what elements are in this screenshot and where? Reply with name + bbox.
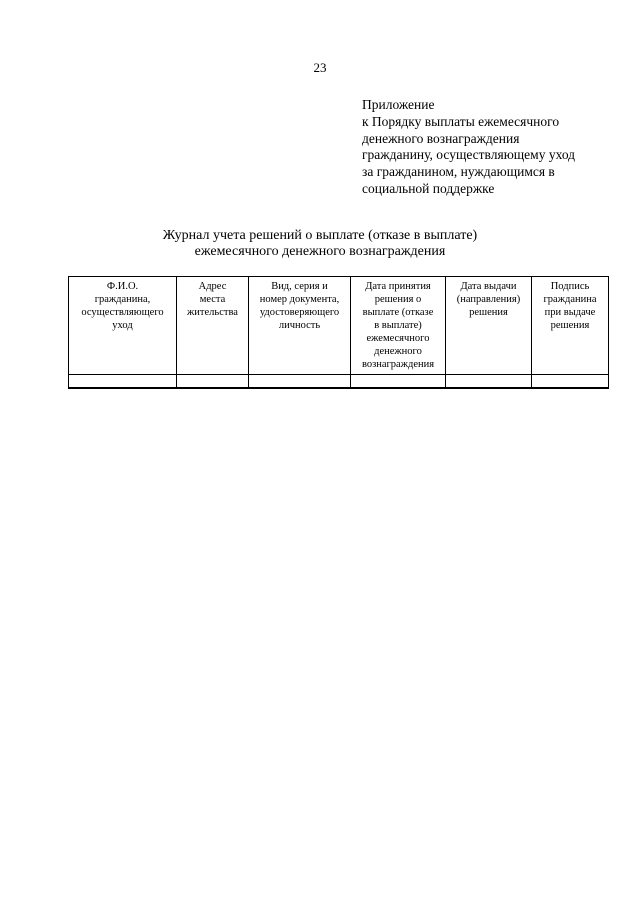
table-cell (249, 375, 351, 389)
appendix-note (362, 97, 612, 198)
journal-table (68, 276, 609, 389)
table-cell (69, 375, 177, 389)
column-header-fio: Ф.И.О. гражданина, осуществляющего уход (69, 277, 177, 375)
column-header-document: Вид, серия и номер документа, удостоверяющего личность (249, 277, 351, 375)
column-header-decision-date: Дата принятия решения о выплате (отказе в выплате) ежемесячного денежного вознаграждения (351, 277, 446, 375)
appendix-line: к Порядку выплаты ежемесячного (362, 113, 560, 129)
appendix-line: Приложение (362, 97, 435, 112)
table-row (69, 375, 609, 389)
column-header-issue-date: Дата выдачи (направления) решения (446, 277, 532, 375)
journal-title-line: ежемесячного денежного вознаграждения (194, 244, 446, 259)
journal-title-line: Журнал учета решений о выплате (отказе в выплате) (162, 228, 478, 243)
header-row (69, 277, 609, 375)
table-cell (532, 375, 609, 389)
page-number: 23 (313, 60, 327, 75)
appendix-line: денежного вознаграждения (362, 130, 520, 146)
table-cell (446, 375, 532, 389)
journal-title (0, 228, 640, 260)
column-header-signature: Подпись гражданина при выдаче решения (532, 277, 609, 375)
table-cell (177, 375, 249, 389)
appendix-line: гражданину, осуществляющему уход (362, 147, 576, 163)
appendix-line: за гражданином, нуждающимся в (362, 164, 555, 180)
appendix-line: социальной поддержке (362, 180, 495, 196)
table-cell (351, 375, 446, 389)
column-header-address: Адрес места жительства (177, 277, 249, 375)
